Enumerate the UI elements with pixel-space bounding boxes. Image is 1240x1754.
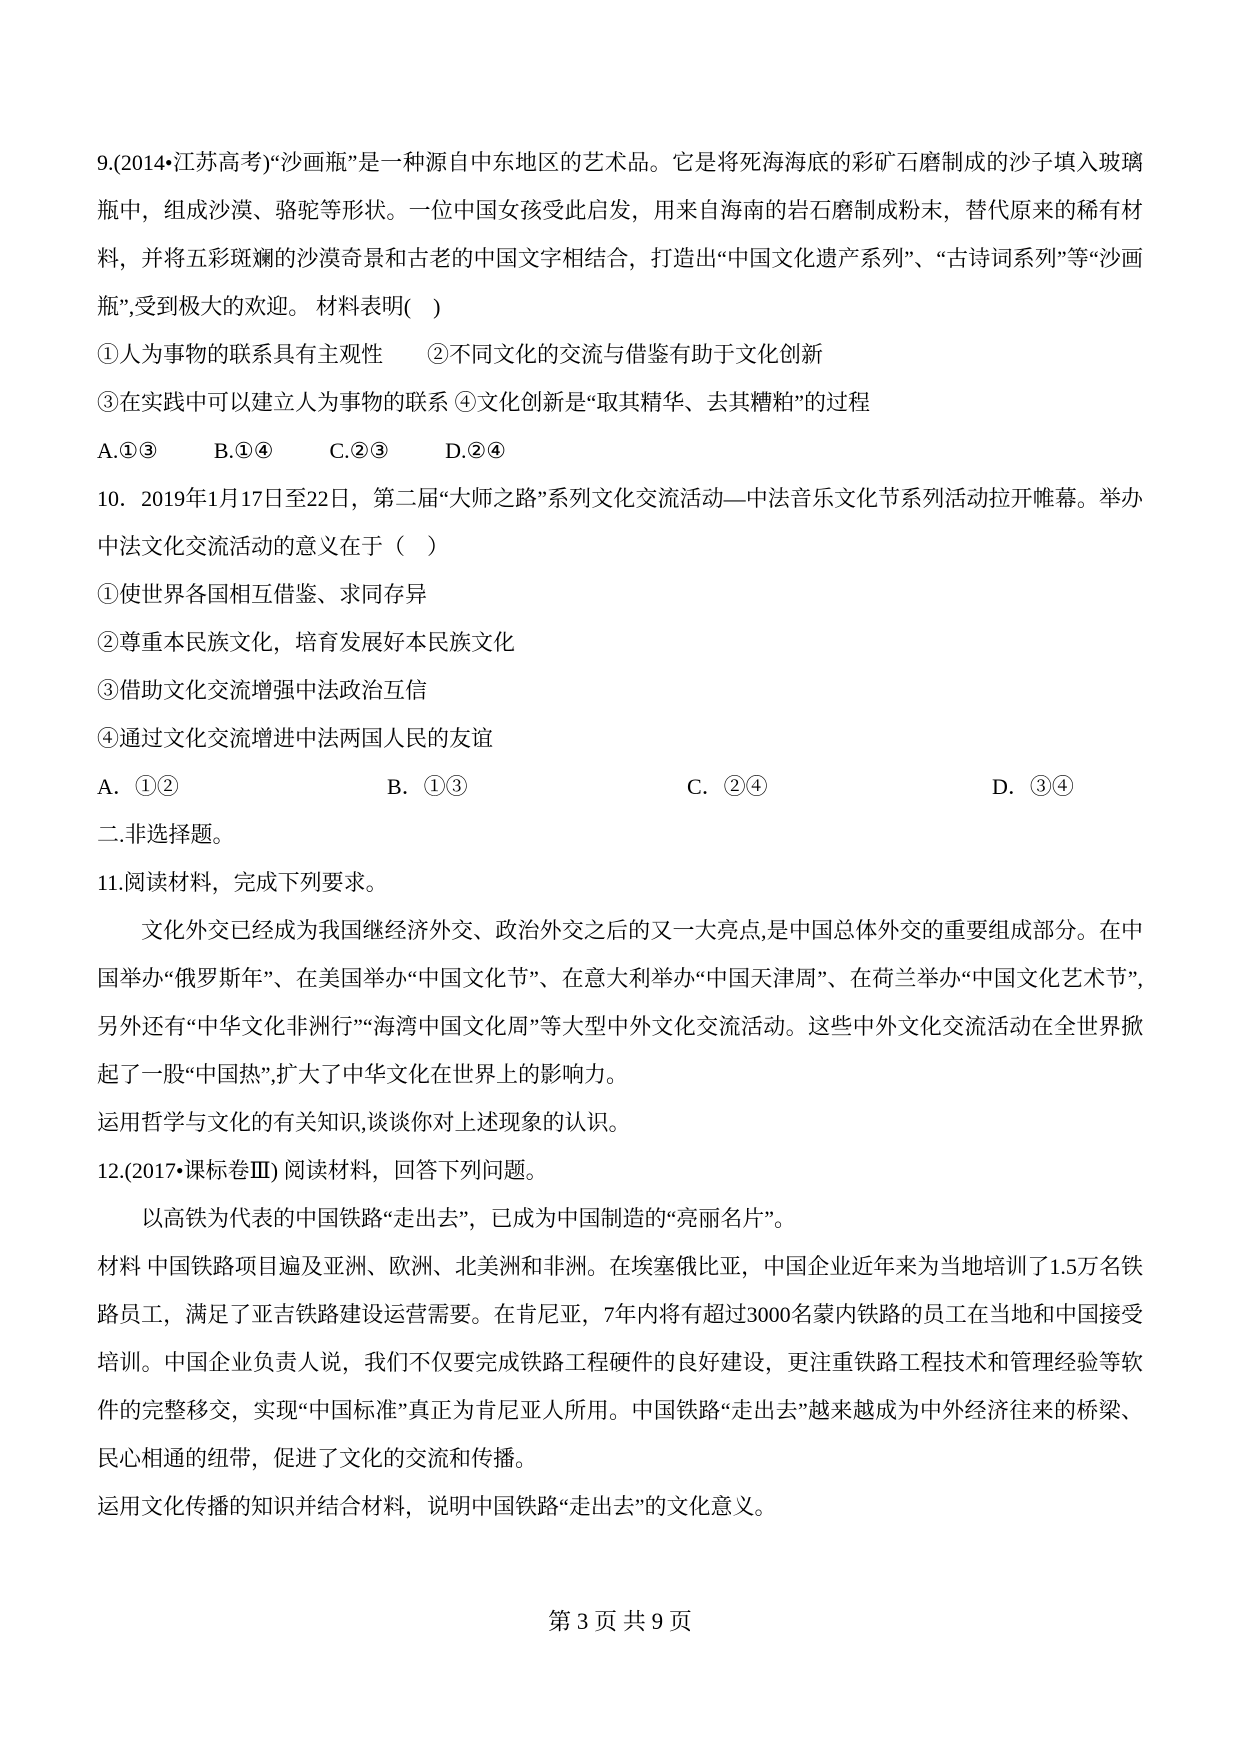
q9-stem: 9.(2014•江苏高考)“沙画瓶”是一种源自中东地区的艺术品。它是将死海海底的彩矿石磨制成的沙子填入玻璃瓶中，组成沙漠、骆驼等形状。一位中国女孩受此启发，用来自海南的岩石磨制成粉末，替代原来的稀有材料，并将五彩斑斓的沙漠奇景和古老的中国文字相结合，打造出“中国文化遗产系列”、“古诗词系列”等“沙画瓶”,受到极大的欢迎。 材料表明( ) [97, 150, 1143, 319]
q11-intro: 11.阅读材料，完成下列要求。 [97, 870, 388, 895]
section2-header: 二.非选择题。 [97, 822, 235, 847]
q9-answer-row [97, 427, 1143, 475]
q12-task: 运用文化传播的知识并结合材料，说明中国铁路“走出去”的文化意义。 [97, 1494, 777, 1519]
q9-answer-a: A.①③ [97, 438, 158, 463]
q11-task: 运用哲学与文化的有关知识,谈谈你对上述现象的认识。 [97, 1110, 631, 1135]
q12-intro: 12.(2017•课标卷Ⅲ) 阅读材料，回答下列问题。 [97, 1158, 548, 1183]
q10-item-4: ④通过文化交流增进中法两国人民的友谊 [97, 726, 494, 751]
q10-item-2: ②尊重本民族文化，培育发展好本民族文化 [97, 630, 516, 655]
q10-answer-row [97, 763, 1143, 811]
q10-stem: 10．2019年1月17日至22日，第二届“大师之路”系列文化交流活动—中法音乐文化节系列活动拉开帷幕。举办中法文化交流活动的意义在于（ ） [97, 486, 1143, 559]
q10-item-1: ①使世界各国相互借鉴、求同存异 [97, 582, 428, 607]
q9-options-line2: ③在实践中可以建立人为事物的联系 ④文化创新是“取其精华、去其糟粕”的过程 [97, 390, 871, 415]
q9-answer-c: C.②③ [329, 438, 390, 463]
q9-options-line1: ①人为事物的联系具有主观性 ②不同文化的交流与借鉴有助于文化创新 [97, 342, 824, 367]
q10-answer-d: D．③④ [992, 774, 1074, 799]
q11-material: 文化外交已经成为我国继经济外交、政治外交之后的又一大亮点,是中国总体外交的重要组成部分。在中国举办“俄罗斯年”、在美国举办“中国文化节”、在意大利举办“中国天津周”、在荷兰举办“中国文化艺术节”,另外还有“中华文化非洲行”“海湾中国文化周”等大型中外文化交流活动。这些中外文化交流活动在全世界掀起了一股“中国热”,扩大了中华文化在世界上的影响力。 [97, 918, 1143, 1087]
page-number: 第 3 页 共 9 页 [548, 1609, 692, 1634]
q12-material: 材料 中国铁路项目遍及亚洲、欧洲、北美洲和非洲。在埃塞俄比亚，中国企业近年来为当地培训了1.5万名铁路员工，满足了亚吉铁路建设运营需要。在肯尼亚，7年内将有超过3000名蒙内铁路的员工在当地和中国接受培训。中国企业负责人说，我们不仅要完成铁路工程硬件的良好建设，更注重铁路工程技术和管理经验等软件的完整移交，实现“中国标准”真正为肯尼亚人所用。中国铁路“走出去”越来越成为中外经济往来的桥梁、民心相通的纽带，促进了文化的交流和传播。 [97, 1254, 1143, 1471]
q10-item-3: ③借助文化交流增强中法政治互信 [97, 678, 428, 703]
q10-answer-a: A．①② [97, 774, 179, 799]
q10-answer-b: B．①③ [387, 774, 468, 799]
q12-lead: 以高铁为代表的中国铁路“走出去”，已成为中国制造的“亮丽名片”。 [141, 1206, 797, 1231]
q9-answer-d: D.②④ [445, 438, 506, 463]
q9-answer-b: B.①④ [213, 438, 274, 463]
q10-answer-c: C．②④ [687, 774, 768, 799]
